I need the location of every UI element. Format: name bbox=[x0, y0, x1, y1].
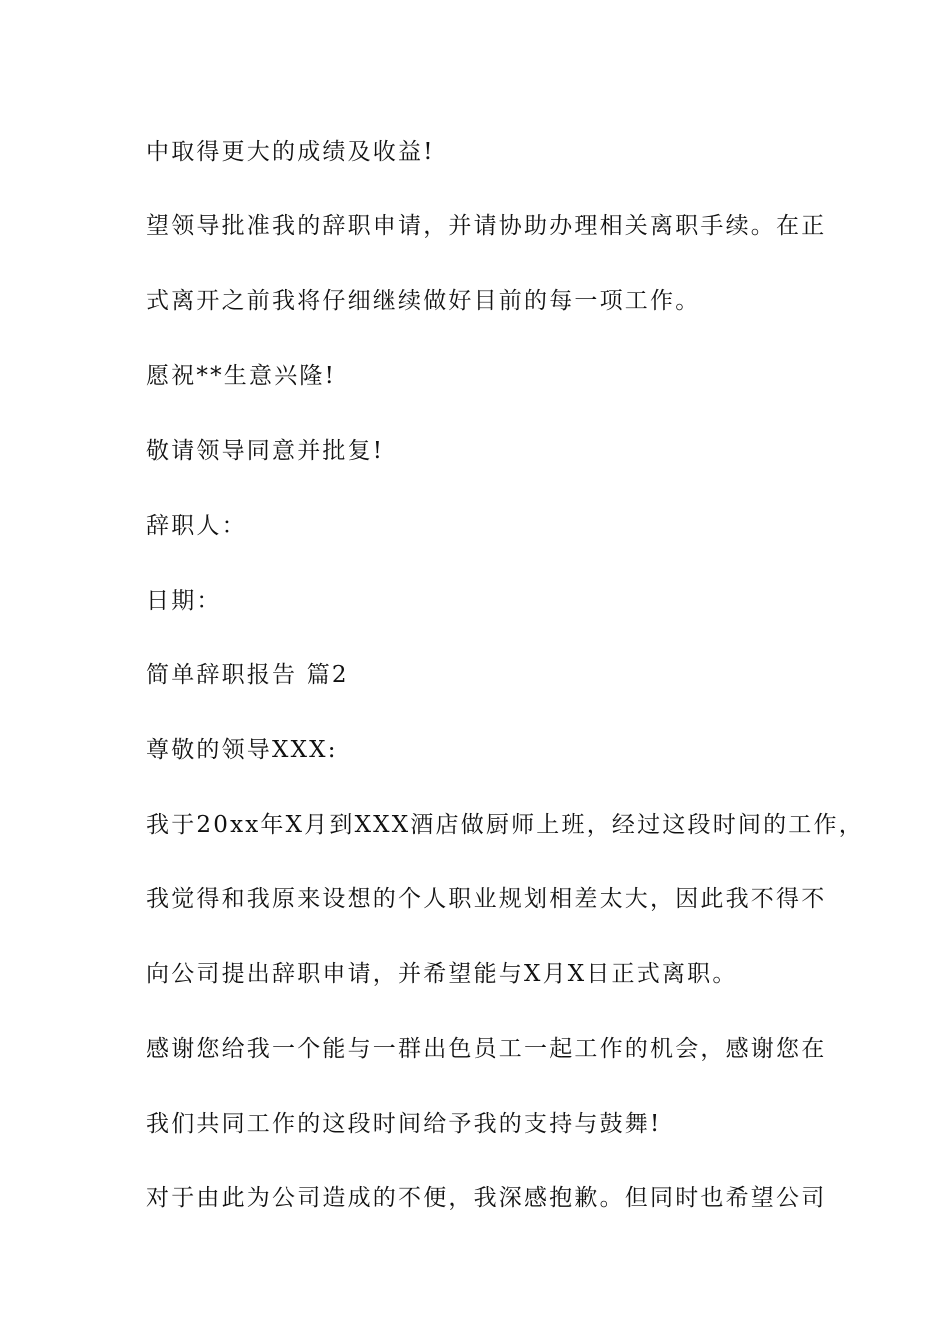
text-line: 我们共同工作的这段时间给予我的支持与鼓舞! bbox=[146, 1111, 662, 1137]
section-heading: 简单辞职报告 篇2 bbox=[146, 662, 349, 688]
text-line: 式离开之前我将仔细继续做好目前的每一项工作。 bbox=[146, 288, 701, 314]
text-line: 望领导批准我的辞职申请，并请协助办理相关离职手续。在正 bbox=[146, 213, 827, 239]
text-line: 敬请领导同意并批复! bbox=[146, 438, 385, 464]
date-label: 日期： bbox=[146, 588, 222, 614]
text-line: 向公司提出辞职申请，并希望能与X月X日正式离职。 bbox=[146, 961, 738, 987]
text-line: 对于由此为公司造成的不便，我深感抱歉。但同时也希望公司 bbox=[146, 1185, 827, 1211]
text-line: 感谢您给我一个能与一群出色员工一起工作的机会，感谢您在 bbox=[146, 1036, 827, 1062]
salutation: 尊敬的领导XXX: bbox=[146, 737, 338, 763]
text-line: 愿祝**生意兴隆! bbox=[146, 363, 337, 389]
text-line: 我于20xx年X月到XXX酒店做厨师上班，经过这段时间的工作， bbox=[146, 812, 864, 838]
text-line: 我觉得和我原来设想的个人职业规划相差太大，因此我不得不 bbox=[146, 886, 827, 912]
signer-label: 辞职人： bbox=[146, 513, 247, 539]
text-line: 中取得更大的成绩及收益! bbox=[146, 139, 435, 165]
